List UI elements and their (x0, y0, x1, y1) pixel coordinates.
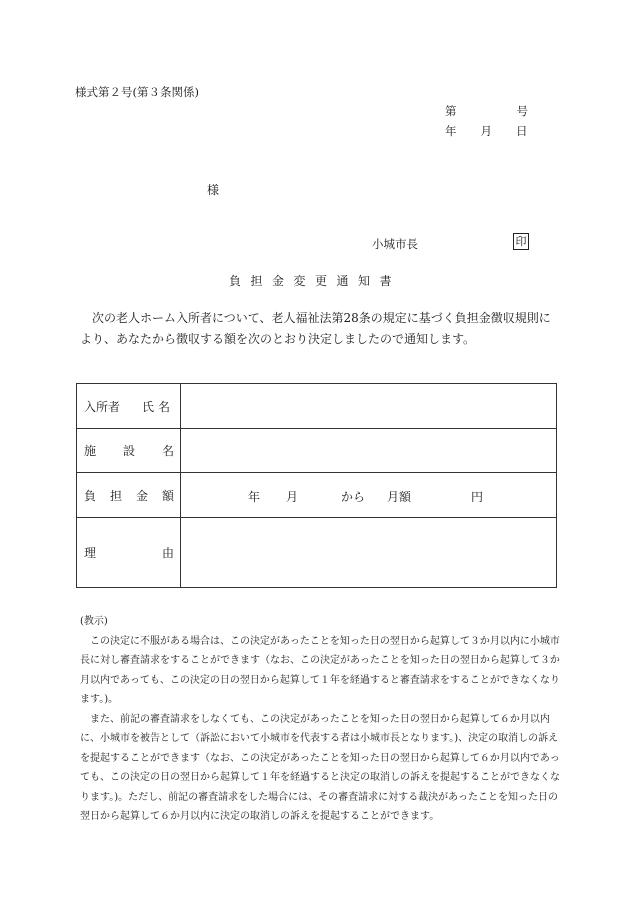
document-date (445, 123, 528, 139)
document-number-suffix: 号 (516, 104, 528, 118)
issuer-name: 小城市長 (372, 237, 418, 251)
notes-heading: (教示) (80, 616, 108, 627)
resident-name-cell[interactable] (181, 384, 557, 429)
charge-amount-cell[interactable] (181, 473, 557, 518)
notes-paragraph-2: また、前記の審査請求をしなくても、この決定があったことを知った日の翌日から起算して６か月以内に、小城市を被告として（訴訟において小城市を代表する者は小城市長となります。)、決定の取消しの訴えを提起することができます（なお、この決定があったことを知った日の翌日から起算して６か月以内であっても、この決定の日の翌日から起算して１年を経過すると決定の取消しの訴えを提起することができなくなります。)。ただし、前記の審査請求をした場合には、その審査請求に対する裁決があったことを知った日の翌日から起算して６か月以内に決定の取消しの訴えを提起することができます。 (80, 713, 560, 822)
date-day: 日 (516, 124, 528, 138)
addressee-suffix: 様 (207, 183, 220, 197)
amount-yen: 円 (471, 490, 484, 504)
instruction-notes (80, 612, 560, 827)
resident-name-label: 入所者 氏名 (77, 384, 181, 429)
body-text: 次の老人ホーム入所者について、老人福祉法第28条の規定に基づく負担金徴収規則により、あなたから徴収する額を次のとおり決定しましたので通知します。 (80, 311, 551, 346)
form-number: 様式第２号(第３条関係) (75, 85, 199, 99)
reason-cell[interactable] (181, 518, 557, 588)
amount-month: 月 (286, 490, 299, 504)
info-table (76, 383, 557, 588)
notes-paragraph-1: この決定に不服がある場合は、この決定があったことを知った日の翌日から起算して３か月以内に小城市長に対し審査請求をすることができます（なお、この決定があったことを知った日の翌日から起算して３か月以内であっても、この決定の日の翌日から起算して１年を経過すると審査請求をすることができなくなります。)。 (80, 635, 560, 705)
amount-monthly: 月額 (387, 490, 412, 504)
table-row (77, 473, 557, 518)
facility-name-label: 施 設 名 (77, 429, 181, 473)
reason-label: 理 由 (77, 518, 181, 588)
facility-name-cell[interactable] (181, 429, 557, 473)
table-row (77, 384, 557, 429)
table-row (77, 429, 557, 473)
document-number-prefix: 第 (445, 104, 457, 118)
document-number (445, 103, 528, 119)
date-year: 年 (445, 124, 457, 138)
document-title: 負担金変更通知書 (228, 274, 401, 288)
amount-from: から (341, 490, 366, 504)
date-month: 月 (480, 124, 492, 138)
charge-amount-label: 負 担 金 額 (77, 473, 181, 518)
amount-year: 年 (248, 490, 261, 504)
seal-mark: 印 (513, 233, 529, 250)
table-row (77, 518, 557, 588)
